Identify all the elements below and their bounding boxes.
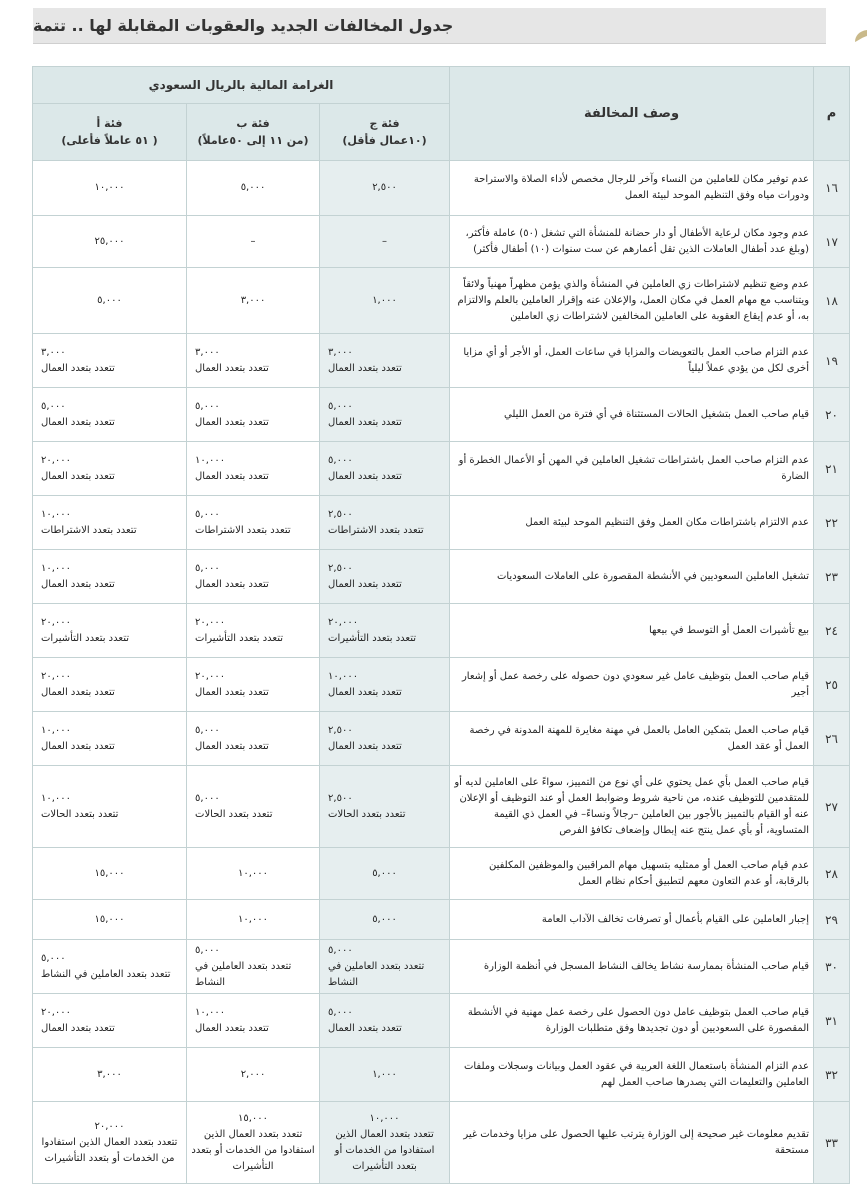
fine-amount: ٥,٠٠٠: [240, 182, 266, 193]
violation-description: بيع تأشيرات العمل أو التوسط في بيعها: [450, 604, 814, 658]
violation-description: قيام صاحب العمل بأي عمل يحتوي على أي نوع من التمييز، سواءً على العاملين لديه أو للمتقدمين للتوظيف عنده، من ناحية شروط وضوابط العمل أو عند التوظيف أو الإعلان عنه أو القيام بالتمييز بالأجور بين العاملين –رجالاً ونساءً– في العمل ذي القيمة المتساوية، أو بأي عمل ينتج عنه إبطال وإضعاف تكافؤ الفرص: [450, 766, 814, 848]
header-category-a: [33, 104, 187, 161]
fine-amount: ٢٠,٠٠٠: [328, 616, 359, 628]
violation-description: تشغيل العاملين السعوديين في الأنشطة المقصورة على العاملات السعوديات: [450, 550, 814, 604]
fine-multiplier-note: تتعدد بتعدد الاشتراطات: [328, 524, 424, 536]
fine-multiplier-note: تتعدد بتعدد العمال: [328, 416, 402, 428]
table-row: [33, 1048, 850, 1102]
fine-category-b: [187, 496, 320, 550]
fine-category-b: [187, 766, 320, 848]
fine-category-b: [187, 940, 320, 994]
row-number: ٢١: [814, 442, 850, 496]
fine-category-a: [33, 334, 187, 388]
row-number: ٢٦: [814, 712, 850, 766]
fine-amount: ٣,٠٠٠: [41, 346, 66, 358]
fine-multiplier-note: تتعدد بتعدد العمال: [41, 416, 115, 428]
fine-multiplier-note: تتعدد بتعدد التأشيرات: [195, 632, 284, 644]
fine-amount: ١,٠٠٠: [372, 1068, 397, 1080]
fine-amount: ٢٠,٠٠٠: [41, 1006, 72, 1018]
fine-amount: ٥,٠٠٠: [328, 454, 353, 466]
fine-amount: ٥,٠٠٠: [195, 944, 220, 956]
fine-amount: ١٠,٠٠٠: [41, 792, 72, 804]
row-number: ٢٢: [814, 496, 850, 550]
fine-amount: ٥,٠٠٠: [328, 944, 353, 956]
fine-category-c: [320, 388, 450, 442]
fine-amount: ١٠,٠٠٠: [41, 562, 72, 574]
fine-amount: ٥,٠٠٠: [41, 952, 66, 964]
fine-category-b: [187, 334, 320, 388]
fine-amount: ٥,٠٠٠: [372, 913, 397, 925]
fine-category-b: [187, 712, 320, 766]
fine-category-a: [33, 994, 187, 1048]
table-row: [33, 388, 850, 442]
fine-multiplier-note: تتعدد بتعدد التأشيرات: [328, 632, 417, 644]
fine-multiplier-note: تتعدد بتعدد العمال: [195, 470, 269, 482]
fine-amount: ٢,٥٠٠: [328, 724, 353, 736]
violation-description: قيام صاحب العمل بتمكين العامل بالعمل في مهنة مغايرة للمهنة المدونة في رخصة العمل أو عقد العمل: [450, 712, 814, 766]
fine-amount: ٥,٠٠٠: [195, 508, 220, 520]
fine-amount: –: [382, 235, 388, 247]
fine-category-c: [320, 496, 450, 550]
fine-category-a: [33, 766, 187, 848]
fine-amount: ١٠,٠٠٠: [238, 867, 269, 879]
fine-category-a: [33, 940, 187, 994]
table-row: [33, 940, 850, 994]
table-row: [33, 1102, 850, 1184]
category-b-range: (من ١١ إلى ٥٠عاملاً): [197, 134, 309, 147]
fine-multiplier-note: تتعدد بتعدد العمال: [195, 416, 269, 428]
table-row: [33, 334, 850, 388]
fine-amount: ١٥,٠٠٠: [94, 913, 125, 925]
fine-multiplier-note: تتعدد بتعدد العاملين في النشاط: [195, 960, 292, 988]
fine-category-b: [187, 216, 320, 268]
fine-multiplier-note: تتعدد بتعدد التأشيرات: [41, 632, 130, 644]
fine-category-c: [320, 658, 450, 712]
fine-multiplier-note: تتعدد بتعدد العمال الذين استفادوا من الخدمات أو بتعدد التأشيرات: [191, 1128, 315, 1172]
fine-category-c: [320, 604, 450, 658]
row-number: ٣٠: [814, 940, 850, 994]
fine-category-c: [320, 334, 450, 388]
row-number: ٢٥: [814, 658, 850, 712]
fine-category-c: [320, 550, 450, 604]
fine-multiplier-note: تتعدد بتعدد العمال: [195, 362, 269, 374]
fine-category-a: [33, 268, 187, 334]
violation-description: عدم وضع تنظيم لاشتراطات زي العاملين في المنشأة والذي يؤمن مظهراً مهنياً ولائقاً ويتناسب مع مهام العمل في مكان العمل، والإعلان عنه وإقرار العاملين بالعلم والالتزام به، أو عدم إيقاع العقوبة على العاملين المخالفين لاشتراطات زي العاملين: [450, 268, 814, 334]
fine-amount: ٢٠,٠٠٠: [41, 670, 72, 682]
fine-amount: ٥,٠٠٠: [195, 400, 220, 412]
fine-category-c: [320, 994, 450, 1048]
fine-amount: ٢٥,٠٠٠: [94, 235, 125, 247]
fine-category-b: [187, 1102, 320, 1184]
fine-multiplier-note: تتعدد بتعدد العمال: [41, 686, 115, 698]
violation-description: عدم التزام المنشأة باستعمال اللغة العربية في عقود العمل وبيانات وسجلات وملفات العاملين والتعليمات التي يصدرها صاحب العمل لهم: [450, 1048, 814, 1102]
fine-category-a: [33, 161, 187, 216]
fine-amount: ٣,٠٠٠: [328, 346, 353, 358]
table-row: [33, 900, 850, 940]
fine-amount: ١٠,٠٠٠: [41, 508, 72, 520]
fine-category-b: [187, 994, 320, 1048]
fine-multiplier-note: تتعدد بتعدد العمال الذين استفادوا من الخدمات أو بتعدد التأشيرات: [41, 1136, 178, 1164]
fine-amount: ٢,٥٠٠: [328, 792, 353, 804]
fine-category-a: [33, 550, 187, 604]
fine-multiplier-note: تتعدد بتعدد الحالات: [41, 808, 119, 820]
violations-table: [32, 66, 850, 1184]
fine-category-c: [320, 848, 450, 900]
fine-category-a: [33, 658, 187, 712]
fine-amount: ١٠,٠٠٠: [328, 670, 359, 682]
fine-category-b: [187, 604, 320, 658]
fine-multiplier-note: تتعدد بتعدد العمال: [195, 686, 269, 698]
fine-amount: ٥,٠٠٠: [195, 562, 220, 574]
fine-amount: ١٥,٠٠٠: [238, 1112, 269, 1124]
violation-description: قيام صاحب العمل بتوظيف عامل دون الحصول على رخصة عمل مهنية في الأنشطة المقصورة على السعوديين أو دون تجديدها وفق متطلبات الوزارة: [450, 994, 814, 1048]
fine-category-b: [187, 550, 320, 604]
row-number: ٣٣: [814, 1102, 850, 1184]
fine-multiplier-note: تتعدد بتعدد العمال: [41, 1022, 115, 1034]
fine-amount: ٣,٠٠٠: [97, 1068, 122, 1080]
fine-category-c: [320, 1048, 450, 1102]
fine-category-c: [320, 712, 450, 766]
fine-amount: ٣,٠٠٠: [195, 346, 220, 358]
fine-amount: ٥,٠٠٠: [195, 724, 220, 736]
fine-category-b: [187, 268, 320, 334]
fine-multiplier-note: تتعدد بتعدد العمال: [195, 578, 269, 590]
table-row: [33, 766, 850, 848]
fine-category-a: [33, 388, 187, 442]
violation-description: تقديم معلومات غير صحيحة إلى الوزارة يترتب عليها الحصول على مزايا وخدمات غير مستحقة: [450, 1102, 814, 1184]
fine-amount: –: [250, 235, 256, 247]
fine-multiplier-note: تتعدد بتعدد العمال: [41, 578, 115, 590]
fine-multiplier-note: تتعدد بتعدد العمال: [195, 1022, 269, 1034]
category-a-name: فئة أ: [96, 117, 123, 130]
fine-category-a: [33, 712, 187, 766]
table-row: [33, 268, 850, 334]
fine-category-b: [187, 388, 320, 442]
fine-amount: ٢,٠٠٠: [240, 1068, 266, 1080]
fine-multiplier-note: تتعدد بتعدد الحالات: [328, 808, 406, 820]
fine-amount: ٢٠,٠٠٠: [195, 616, 226, 628]
fine-amount: ١٠,٠٠٠: [41, 724, 72, 736]
fine-category-c: [320, 766, 450, 848]
title-bar: [33, 8, 826, 44]
row-number: ٢٠: [814, 388, 850, 442]
fine-amount: ٢,٥٠٠: [328, 562, 353, 574]
header-category-c: [320, 104, 450, 161]
row-number: ٢٤: [814, 604, 850, 658]
row-number: ١٨: [814, 268, 850, 334]
page-title: جدول المخالفات الجديد والعقوبات المقابلة لها .. تتمة: [33, 16, 454, 35]
fine-category-a: [33, 442, 187, 496]
fine-category-c: [320, 940, 450, 994]
header-category-b: [187, 104, 320, 161]
fine-multiplier-note: تتعدد بتعدد الحالات: [195, 808, 273, 820]
fine-category-a: [33, 1102, 187, 1184]
fine-category-b: [187, 161, 320, 216]
table-row: [33, 994, 850, 1048]
fine-multiplier-note: تتعدد بتعدد العمال: [195, 740, 269, 752]
fine-amount: ٢,٥٠٠: [372, 182, 397, 193]
fine-amount: ١٠,٠٠٠: [369, 1112, 400, 1124]
fine-amount: ١٥,٠٠٠: [94, 867, 125, 879]
fine-amount: ١٠,٠٠٠: [195, 1006, 226, 1018]
fine-amount: ١٠,٠٠٠: [94, 182, 125, 193]
fine-amount: ٣,٠٠٠: [240, 294, 266, 306]
fine-category-b: [187, 1048, 320, 1102]
category-a-range: ( ٥١ عاملاً فأعلى): [61, 134, 158, 147]
fine-amount: ٥,٠٠٠: [195, 792, 220, 804]
table-body: [33, 161, 850, 1184]
fine-multiplier-note: تتعدد بتعدد الاشتراطات: [195, 524, 291, 536]
fine-amount: ٥,٠٠٠: [372, 867, 397, 879]
fine-amount: ٥,٠٠٠: [328, 400, 353, 412]
violation-description: قيام صاحب المنشأة بممارسة نشاط يخالف النشاط المسجل في أنظمة الوزارة: [450, 940, 814, 994]
category-c-name: فئة ج: [369, 117, 400, 130]
fine-category-a: [33, 848, 187, 900]
fine-multiplier-note: تتعدد بتعدد العاملين في النشاط: [328, 960, 425, 988]
violation-description: عدم الالتزام باشتراطات مكان العمل وفق التنظيم الموحد لبيئة العمل: [450, 496, 814, 550]
fine-category-c: [320, 1102, 450, 1184]
fine-multiplier-note: تتعدد بتعدد العمال: [328, 578, 402, 590]
table-row: [33, 550, 850, 604]
fine-multiplier-note: تتعدد بتعدد الاشتراطات: [41, 524, 137, 536]
table-row: [33, 442, 850, 496]
violation-description: قيام صاحب العمل بتوظيف عامل غير سعودي دون حصوله على رخصة عمل أو إشعار أجير: [450, 658, 814, 712]
fine-amount: ١,٠٠٠: [372, 294, 397, 306]
header-description: وصف المخالفة: [450, 67, 814, 161]
fine-category-c: [320, 900, 450, 940]
row-number: ٢٨: [814, 848, 850, 900]
row-number: ١٦: [814, 161, 850, 216]
violation-description: عدم التزام صاحب العمل باشتراطات تشغيل العاملين في المهن أو الأعمال الخطرة أو الضارة: [450, 442, 814, 496]
row-number: ٢٩: [814, 900, 850, 940]
fine-multiplier-note: تتعدد بتعدد العمال: [328, 1022, 402, 1034]
violation-description: عدم وجود مكان لرعاية الأطفال أو دار حضانة للمنشأة التي تشغل (٥٠) عاملة فأكثر، (وبلغ عدد أطفال العاملات الذين تقل أعمارهم عن ست سنوات (١٠) أطفال فأكثر): [450, 216, 814, 268]
table-row: [33, 216, 850, 268]
fine-category-b: [187, 900, 320, 940]
table-row: [33, 161, 850, 216]
fine-multiplier-note: تتعدد بتعدد العمال: [328, 362, 402, 374]
category-b-name: فئة ب: [236, 117, 270, 130]
violation-description: عدم التزام صاحب العمل بالتعويضات والمزايا في ساعات العمل، أو الأجر أو أي مزايا أخرى لكل من يؤدي عملاً ليلياً: [450, 334, 814, 388]
fine-amount: ٢٠,٠٠٠: [94, 1120, 125, 1132]
fine-category-c: [320, 442, 450, 496]
row-number: ١٧: [814, 216, 850, 268]
corner-leaf-icon: [853, 28, 867, 44]
category-c-range: (١٠عمال فأقل): [342, 134, 427, 147]
row-number: ٣٢: [814, 1048, 850, 1102]
fine-multiplier-note: تتعدد بتعدد العمال: [41, 362, 115, 374]
fine-category-a: [33, 496, 187, 550]
fine-category-a: [33, 216, 187, 268]
fine-category-a: [33, 1048, 187, 1102]
table-row: [33, 496, 850, 550]
header-fines-group: الغرامة المالية بالريال السعودي: [33, 67, 450, 104]
fine-amount: ٥,٠٠٠: [41, 400, 66, 412]
violation-description: عدم توفير مكان للعاملين من النساء وآخر للرجال مخصص لأداء الصلاة والاستراحة ودورات مياه وفق التنظيم الموحد لبيئة العمل: [450, 161, 814, 216]
fine-category-a: [33, 604, 187, 658]
violation-description: إجبار العاملين على القيام بأعمال أو تصرفات تخالف الآداب العامة: [450, 900, 814, 940]
fine-amount: ٢٠,٠٠٠: [41, 616, 72, 628]
fine-amount: ٢,٥٠٠: [328, 508, 353, 520]
fine-multiplier-note: تتعدد بتعدد العمال: [328, 686, 402, 698]
header-number: م: [814, 67, 850, 161]
row-number: ٣١: [814, 994, 850, 1048]
fine-category-b: [187, 848, 320, 900]
fine-multiplier-note: تتعدد بتعدد العمال: [328, 740, 402, 752]
fine-category-c: [320, 268, 450, 334]
table-row: [33, 604, 850, 658]
row-number: ٢٧: [814, 766, 850, 848]
fine-multiplier-note: تتعدد بتعدد العمال: [41, 470, 115, 482]
fine-category-b: [187, 658, 320, 712]
fine-multiplier-note: تتعدد بتعدد العاملين في النشاط: [41, 968, 171, 980]
table-row: [33, 712, 850, 766]
fine-category-a: [33, 900, 187, 940]
violation-description: عدم قيام صاحب العمل أو ممثليه بتسهيل مهام المراقبين والموظفين المكلفين بالرقابة، أو عدم التعاون معهم لتطبيق أحكام نظام العمل: [450, 848, 814, 900]
row-number: ٢٣: [814, 550, 850, 604]
fine-multiplier-note: تتعدد بتعدد العمال: [328, 470, 402, 482]
fine-amount: ١٠,٠٠٠: [195, 454, 226, 466]
fine-multiplier-note: تتعدد بتعدد العمال: [41, 740, 115, 752]
fine-amount: ١٠,٠٠٠: [238, 913, 269, 925]
table-row: [33, 658, 850, 712]
fine-category-b: [187, 442, 320, 496]
fine-multiplier-note: تتعدد بتعدد العمال الذين استفادوا من الخدمات أو بتعدد التأشيرات: [334, 1128, 435, 1172]
row-number: ١٩: [814, 334, 850, 388]
violation-description: قيام صاحب العمل بتشغيل الحالات المستثناة في أي فترة من العمل الليلي: [450, 388, 814, 442]
table-row: [33, 848, 850, 900]
fine-category-c: [320, 161, 450, 216]
fine-amount: ٢٠,٠٠٠: [195, 670, 226, 682]
fine-amount: ٥,٠٠٠: [97, 294, 122, 306]
fine-amount: ٢٠,٠٠٠: [41, 454, 72, 466]
fine-category-c: [320, 216, 450, 268]
fine-amount: ٥,٠٠٠: [328, 1006, 353, 1018]
